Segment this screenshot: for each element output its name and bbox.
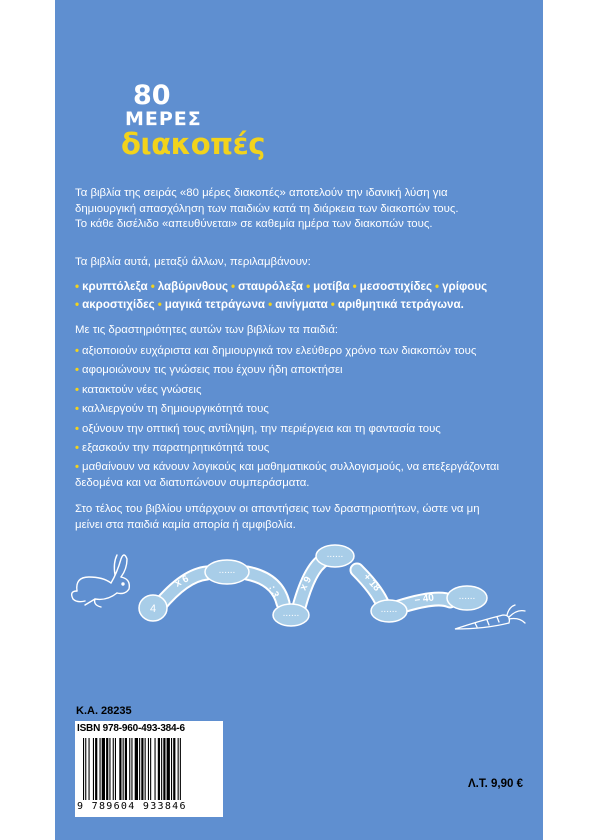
op-label: : 3 (266, 584, 281, 599)
bullet-icon: • (150, 280, 155, 293)
barcode-bar (106, 738, 108, 800)
product-code: Κ.Α. 28235 (76, 705, 132, 717)
list-item-text: κατακτούν νέες γνώσεις (82, 383, 202, 396)
barcode-bar (135, 738, 138, 800)
barcode-bar (150, 738, 151, 800)
barcode-bar (85, 738, 86, 800)
barcode-bar (158, 738, 160, 800)
bullet-icon: • (306, 280, 311, 293)
op-label: x 6 (173, 573, 191, 590)
list-item (75, 439, 530, 458)
closing-line: μείνει στα παιδιά καμία απορία ή αμφιβολία. (75, 518, 296, 531)
list-item (75, 381, 530, 400)
barcode-bar (180, 738, 181, 800)
blank-text: ...... (326, 549, 344, 560)
barcode-bar (102, 738, 105, 800)
op-label: – 40 (413, 592, 435, 606)
keyword: ακροστιχίδες (82, 298, 155, 311)
barcode-bar (145, 738, 146, 800)
rabbit-icon (72, 555, 130, 607)
barcode-bar (100, 738, 101, 800)
barcode-digits: 9 789604 933846 (77, 801, 187, 812)
logo-line2: διακοπές (121, 127, 265, 161)
bullet-icon: • (75, 345, 79, 357)
benefits-list (75, 342, 530, 493)
barcode-bar (125, 738, 127, 800)
barcode-bar (139, 738, 140, 800)
blank-text: ...... (458, 591, 476, 602)
isbn-text: ISBN 978-960-493-384-6 (77, 723, 185, 734)
barcode-bar (95, 738, 97, 800)
intro-paragraph (75, 186, 530, 233)
keyword-list (75, 278, 530, 314)
book-back-cover (55, 0, 543, 840)
isbn-barcode (75, 721, 223, 817)
bullet-icon: • (75, 298, 80, 311)
bullet-icon: • (352, 280, 357, 293)
barcode-bar (131, 738, 132, 800)
bullet-icon: • (75, 403, 79, 416)
barcode-bar (123, 738, 124, 800)
bullet-icon: • (230, 280, 236, 293)
barcode-bar (113, 738, 114, 800)
keyword: κρυπτόλεξα (82, 280, 148, 293)
barcode-bar (161, 738, 162, 800)
list-item (75, 342, 530, 361)
bullet-icon: • (435, 280, 440, 293)
keyword: αριθμητικά τετράγωνα (337, 298, 461, 311)
keyword: μοτίβα (313, 280, 350, 293)
keyword-row: • ακροστιχίδες • μαγικά τετράγωνα • αινίγματα • αριθμητικά τετράγωνα. (75, 298, 464, 311)
list-item (75, 400, 530, 419)
bullet-icon: • (75, 364, 79, 377)
bullet-icon: • (75, 422, 79, 435)
benefits-heading: Με τις δραστηριότητες αυτών των βιβλίων τα παιδιά: (75, 324, 339, 336)
blank-text: ...... (282, 608, 300, 619)
number-chain-puzzle (55, 535, 543, 645)
barcode-bar (171, 738, 172, 800)
barcode-bar (163, 738, 165, 800)
keyword: γρίφους (442, 280, 488, 293)
bullet-icon: • (75, 461, 79, 474)
start-number: 4 (149, 603, 157, 615)
intro-line: δημιουργική απασχόληση των παιδιών κατά τη διάρκεια των διακοπών τους. (75, 202, 459, 215)
bullet-icon: • (330, 298, 335, 311)
list-item-text: αφομοιώνουν τις γνώσεις που έχουν ήδη αποκτήσει (82, 364, 343, 377)
logo-number: 80 (133, 80, 171, 111)
barcode-bar (89, 738, 90, 800)
intro-line: Τα βιβλία της σειράς «80 μέρες διακοπές» αποτελούν την ιδανική λύση για (75, 187, 448, 199)
list-item-text: οξύνουν την οπτική τους αντίληψη, την περιέργεια και τη φαντασία τους (82, 422, 441, 435)
barcode-bar (167, 738, 170, 800)
bullet-icon: • (75, 280, 80, 293)
bullet-icon: • (75, 442, 79, 455)
list-item-text: μαθαίνουν να κάνουν λογικούς και μαθηματικούς συλλογισμούς, να επεξεργάζονται (82, 461, 500, 474)
bullet-icon: • (268, 298, 273, 311)
list-item (75, 420, 530, 439)
op-label: + 18 (360, 571, 383, 594)
barcode-bar (178, 738, 179, 800)
barcode-bar (115, 738, 116, 800)
blank-text: ...... (380, 604, 398, 615)
keyword: αινίγματα (275, 298, 328, 311)
keyword: μεσοστιχίδες (359, 280, 433, 293)
logo-line1: ΜΕΡΕΣ (125, 108, 202, 130)
op-label: x 9 (297, 574, 315, 593)
closing-paragraph (75, 502, 530, 533)
list-item-text: αξιοποιούν ευχάριστα και δημιουργικά τον ελεύθερο χρόνο των διακοπών τους (82, 345, 477, 357)
keyword: σταυρόλεξα (238, 280, 304, 293)
barcode-bar (129, 738, 130, 800)
closing-line: Στο τέλος του βιβλίου υπάρχουν οι απαντήσεις των δραστηριοτήτων, ώστε να μη (75, 503, 480, 515)
barcode-bar (173, 738, 175, 800)
bullet-icon: • (75, 383, 79, 396)
intro-line: Το κάθε δισέλιδο «απευθύνεται» σε καθεμία ημέρα των διακοπών τους. (75, 218, 433, 230)
barcode-bar (109, 738, 110, 800)
keyword: λαβύρινθους (157, 280, 228, 293)
barcode-bars (83, 738, 219, 800)
list-item-continuation: δεδομένα και να διατυπώνουν συμπεράσματα. (75, 476, 310, 489)
price-label: Λ.Τ. 9,90 € (468, 778, 523, 790)
barcode-bar (141, 738, 143, 800)
keyword: μαγικά τετράγωνα (164, 298, 266, 311)
series-logo (121, 80, 265, 161)
barcode-bar (93, 738, 94, 800)
includes-heading: Τα βιβλία αυτά, μεταξύ άλλων, περιλαμβάνουν: (75, 256, 311, 268)
barcode-bar (119, 738, 121, 800)
keyword-row (75, 278, 530, 296)
barcode-bar (155, 738, 156, 800)
blank-text: ...... (218, 565, 236, 576)
bullet-icon: • (157, 298, 162, 311)
barcode-bar (148, 738, 149, 800)
barcode-bar (83, 738, 84, 800)
list-item-text: καλλιεργούν τη δημιουργικότητά τους (82, 403, 269, 416)
list-item (75, 361, 530, 380)
list-item-text: εξασκούν την παρατηρητικότητά τους (82, 442, 270, 455)
